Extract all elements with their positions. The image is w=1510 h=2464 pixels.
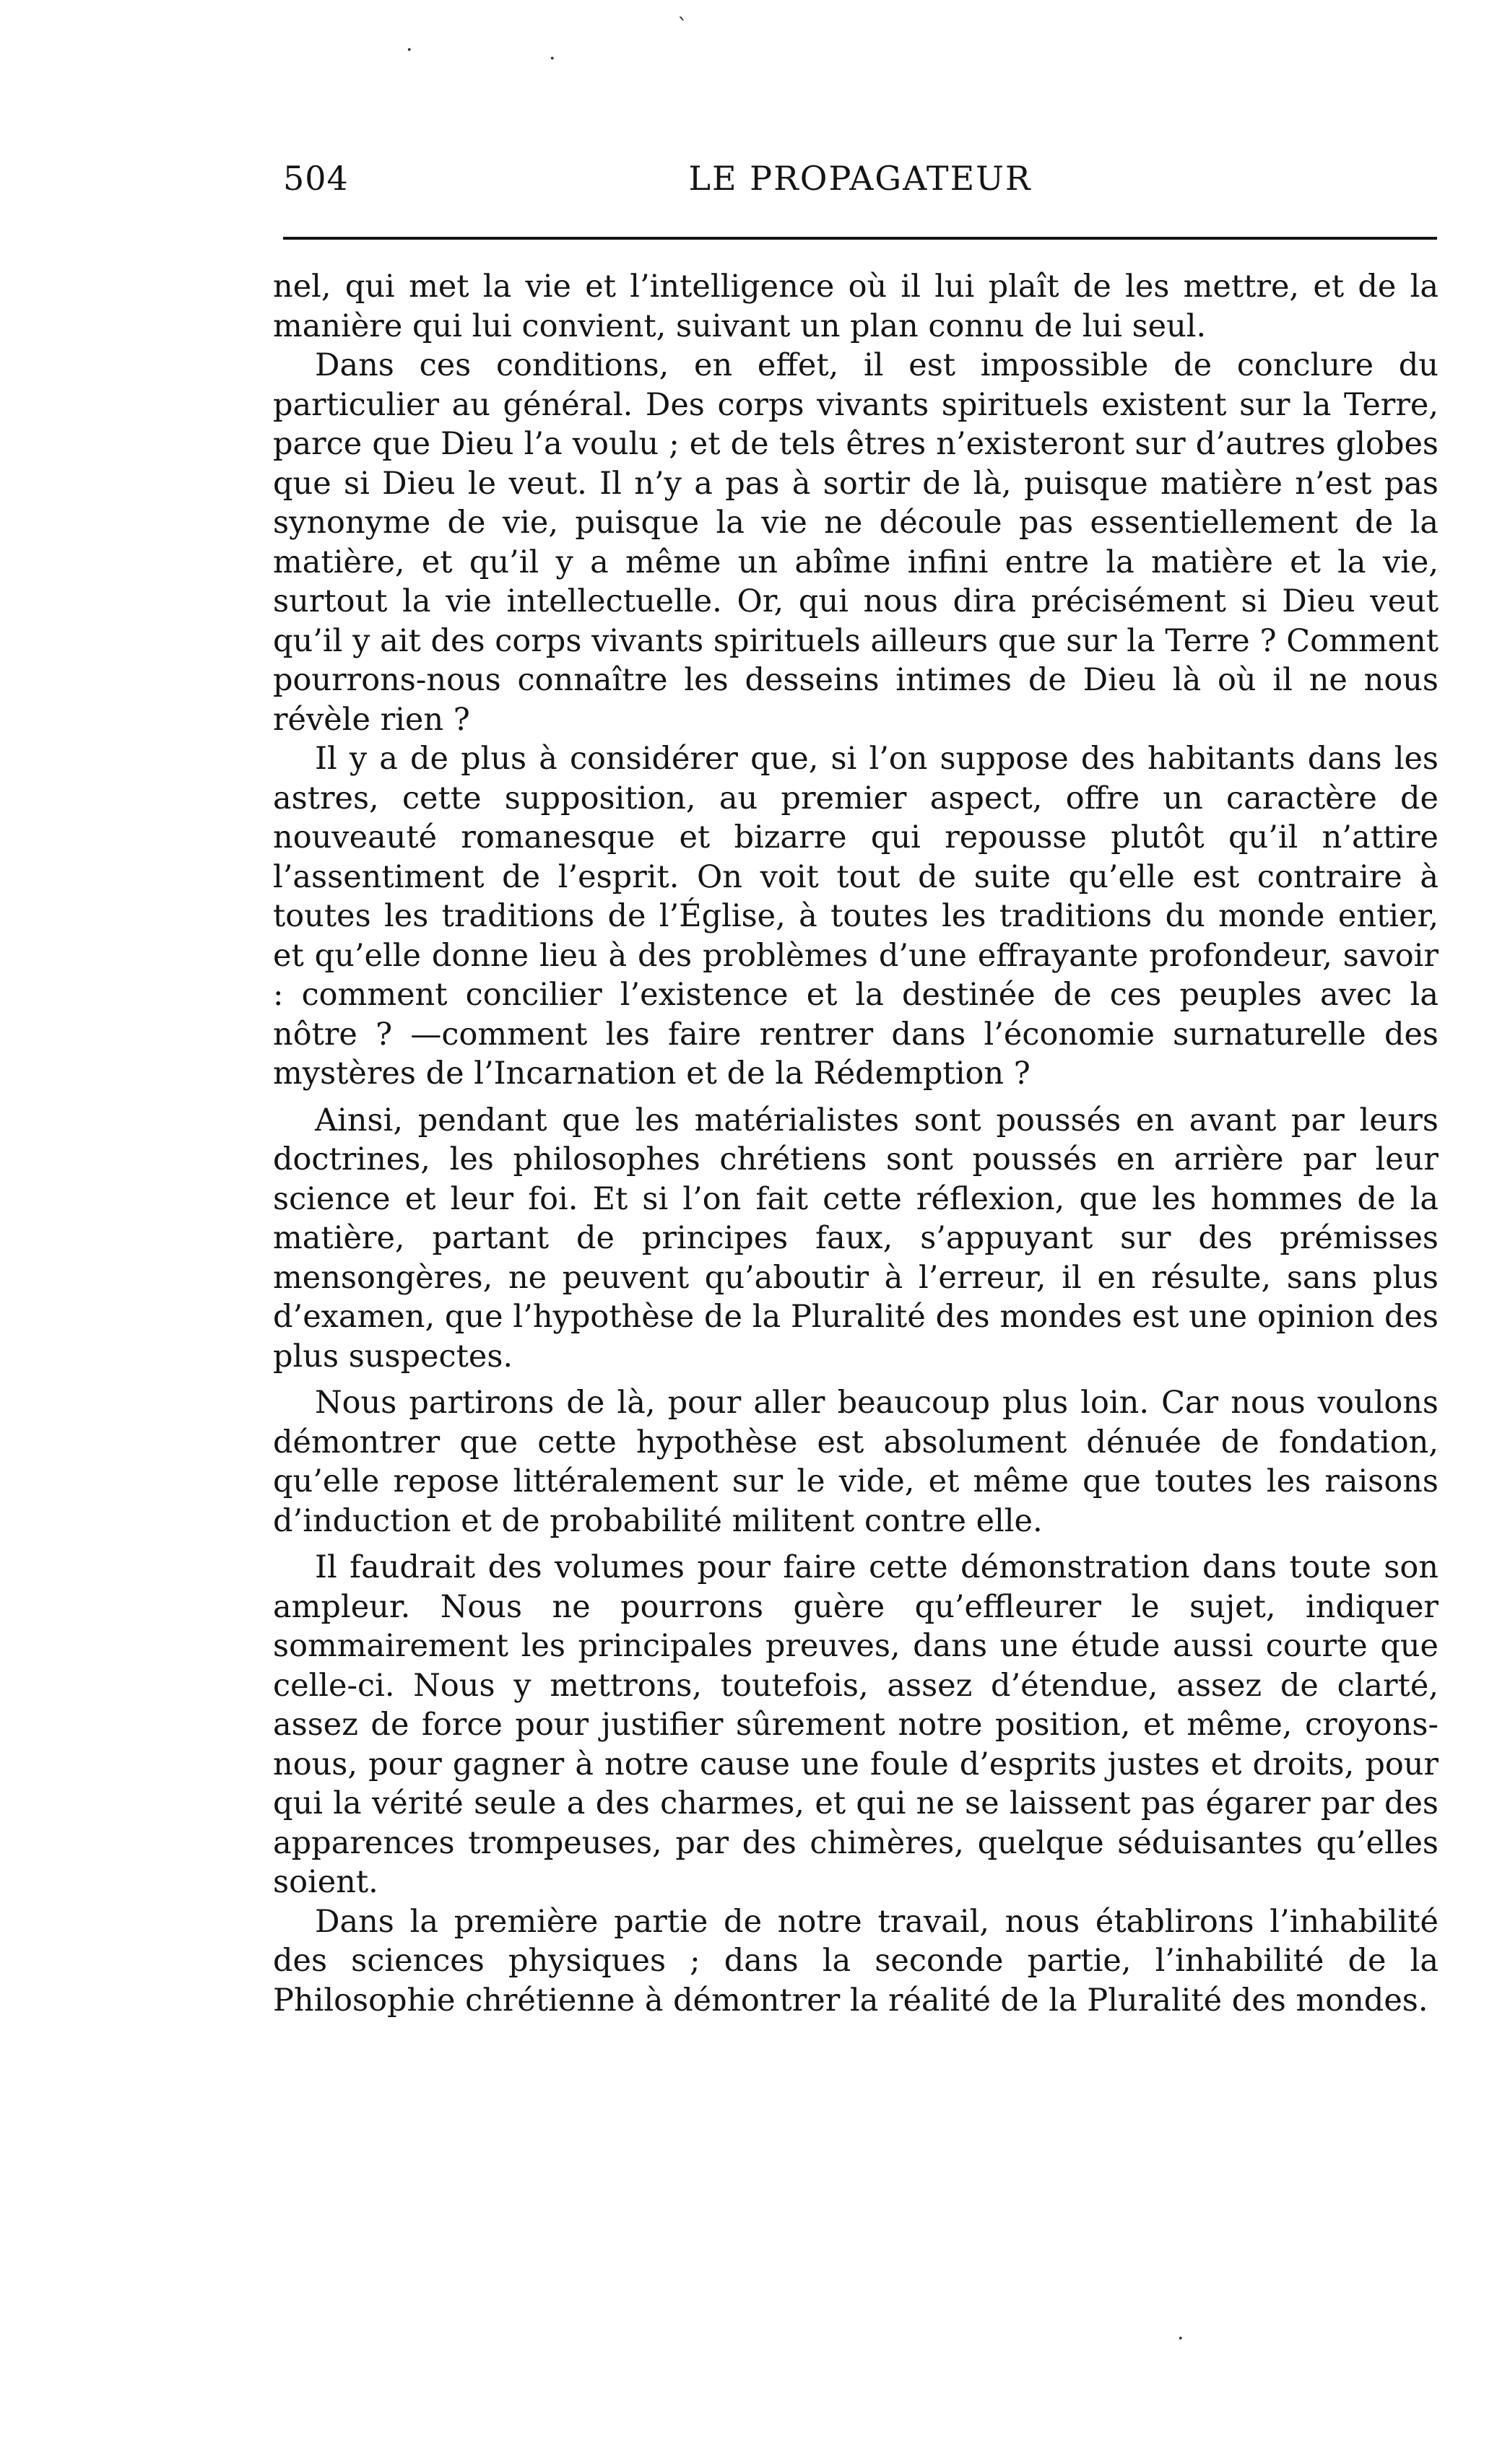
paragraph: Dans la première partie de notre travail, nous établirons l’inhabilité des sciences physiques ; dans la seconde partie, l’inhabilité de la Philosophie chrétienne à démontrer la réalité de la Pluralité des mondes. [273, 1903, 1439, 2019]
paragraph: Ainsi, pendant que les matérialistes sont poussés en avant par leurs doctrines, les philosophes chrétiens sont poussés en arrière par leur science et leur foi. Et si l’on fait cette réflexion, que les hommes de la matière, partant de principes faux, s’appuyant sur des prémisses mensongères, ne peuvent qu’aboutir à l’erreur, il en résulte, sans plus d’examen, que l’hypothèse de la Pluralité des mondes est une opinion des plus suspectes. [273, 1102, 1439, 1375]
paragraph: Il faudrait des volumes pour faire cette démonstration dans toute son ampleur. Nous ne pourrons guère qu’effleurer le sujet, indiquer sommairement les principales preuves, dans une étude aussi courte que celle-ci. Nous y mettrons, toutefois, assez d’étendue, assez de clarté, assez de force pour justifier sûrement notre position, et même, croyons-nous, pour gagner à notre cause une foule d’esprits justes et droits, pour qui la vérité seule a des charmes, et qui ne se laissent pas égarer par des apparences trompeuses, par des chimères, quelque séduisantes qu’elles soient. [273, 1549, 1439, 1900]
page-header [283, 159, 1437, 202]
running-title: LE PROPAGATEUR [688, 159, 1032, 198]
page-number: 504 [283, 159, 349, 198]
specks-decoration: · [549, 46, 556, 71]
paragraph: Dans ces conditions, en effet, il est impossible de conclure du particulier au général. Des corps vivants spirituels existent sur la Terre, parce que Dieu l’a voulu ; et de tels êtres n’existeront sur d’autres globes que si Dieu le veut. Il n’y a pas à sortir de là, puisque matière n’est pas synonyme de vie, puisque la vie ne découle pas essentiellement de la matière, et qu’il y a même un abîme infini entre la matière et la vie, surtout la vie intellectuelle. Or, qui nous dira précisément si Dieu veut qu’il y ait des corps vivants spirituels ailleurs que sur la Terre ? Comment pourrons-nous connaître les desseins intimes de Dieu là où il ne nous révèle rien ? [273, 347, 1439, 738]
specks-decoration: · [406, 38, 413, 63]
paragraph: Il y a de plus à considérer que, si l’on suppose des habitants dans les astres, cette supposition, au premier aspect, offre un caractère de nouveauté romanesque et bizarre qui repousse plutôt qu’il n’attire l’assentiment de l’esprit. On voit tout de suite qu’elle est contraire à toutes les traditions de l’Église, à toutes les traditions du monde entier, et qu’elle donne lieu à des problèmes d’une effrayante profondeur, savoir : comment concilier l’existence et la destinée de ces peuples avec la nôtre ? —comment les faire rentrer dans l’économie surnaturelle des mystères de l’Incarnation et de la Rédemption ? [273, 741, 1439, 1092]
header-rule [283, 237, 1437, 240]
specks-decoration: ˋ [677, 14, 688, 40]
paragraph: Nous partirons de là, pour aller beaucoup plus loin. Car nous voulons démontrer que cette hypothèse est absolument dénuée de fondation, qu’elle repose littéralement sur le vide, et même que toutes les raisons d’induction et de probabilité militent contre elle. [273, 1385, 1439, 1539]
specks-decoration: · [1177, 2326, 1184, 2351]
body-text [273, 267, 1439, 2020]
paragraph-continuation: nel, qui met la vie et l’intelligence où il lui plaît de les mettre, et de la manière qui lui convient, suivant un plan connu de lui seul. [273, 269, 1439, 344]
